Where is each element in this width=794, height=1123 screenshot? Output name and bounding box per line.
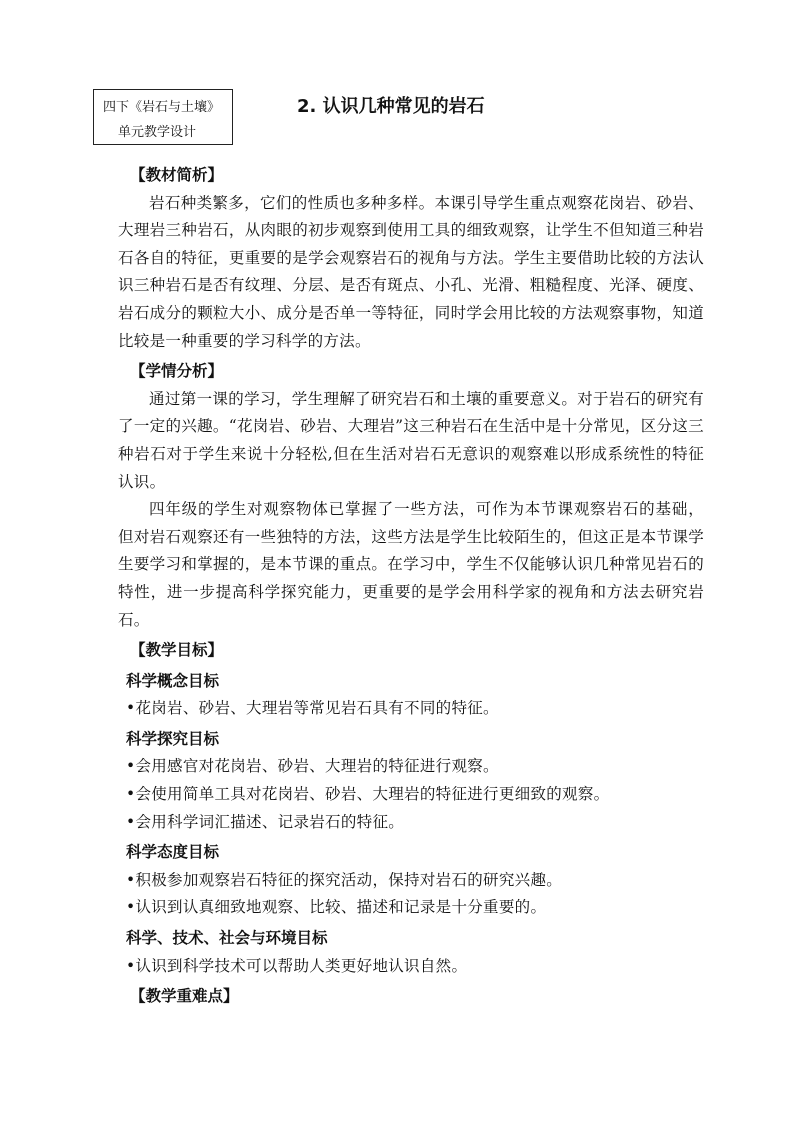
section-heading-analysis: 【教材简析】 bbox=[130, 166, 224, 184]
unit-label-line-1: 四下《岩石与土壤》 bbox=[103, 100, 221, 115]
unit-label-line-2: 单元教学设计 bbox=[118, 125, 197, 140]
objective-item: •认识到认真细致地观察、比较、描述和记录是十分重要的。 bbox=[126, 898, 547, 917]
objective-title-concept: 科学概念目标 bbox=[126, 671, 220, 690]
unit-label-box bbox=[93, 89, 233, 145]
section-heading-key-points: 【教学重难点】 bbox=[130, 987, 239, 1006]
objective-title-attitude: 科学态度目标 bbox=[126, 843, 220, 862]
document-body bbox=[118, 162, 704, 1011]
objective-item: •会使用简单工具对花岗岩、砂岩、大理岩的特征进行更细致的观察。 bbox=[126, 785, 610, 804]
objective-item: •认识到科学技术可以帮助人类更好地认识自然。 bbox=[126, 956, 468, 975]
objective-item: •会用感官对花岗岩、砂岩、大理岩的特征进行观察。 bbox=[126, 757, 499, 776]
objective-title-sts: 科学、技术、社会与环境目标 bbox=[126, 929, 328, 948]
page-title: 2. 认识几种常见的岩石 bbox=[297, 96, 485, 117]
learners-paragraph-2: 四年级的学生对观察物体已掌握了一些方法，可作为本节课观察岩石的基础， 但对岩石观察还有一些独特的方法，这些方法是学生比较陌生的，但这正是本节课学生要学习和掌握的，是本节课的重点。在学习中，学生不仅能够认识几种常见岩石的特性，进一步提高科学探究能力，更重要的是学会用科学家的视角和方法去研究岩石。 bbox=[118, 500, 704, 629]
objective-item: •花岗岩、砂岩、大理岩等常见岩石具有不同的特征。 bbox=[126, 699, 499, 718]
objective-item: •会用科学词汇描述、记录岩石的特征。 bbox=[126, 812, 405, 831]
section-heading-objectives: 【教学目标】 bbox=[130, 641, 224, 660]
analysis-paragraph: 岩石种类繁多，它们的性质也多种多样。本课引导学生重点观察花岗岩、砂岩、大理岩三种岩石，从肉眼的初步观察到使用工具的细致观察，让学生不但知道三种岩石各自的特征，更重要的是学会观察岩石的视角与方法。学生主要借助比较的方法认识三种岩石是否有纹理、分层、是否有斑点、小孔、光滑、粗糙程度、光泽、硬度、岩石成分的颗粒大小、成分是否单一等特征，同时学会用比较的方法观察事物，知道比较是一种重要的学习科学的方法。 bbox=[118, 193, 704, 350]
section-heading-learners: 【学情分析】 bbox=[130, 362, 224, 381]
objective-item: •积极参加观察岩石特征的探究活动，保持对岩石的研究兴趣。 bbox=[126, 870, 563, 889]
learners-paragraph-1: 通过第一课的学习，学生理解了研究岩石和土壤的重要意义。对于岩石的研究有了一定的兴趣。“花岗岩、砂岩、大理岩”这三种岩石在生活中是十分常见，区分这三种岩石对于学生来说十分轻松,但在生活对岩石无意识的观察难以形成系统性的特征认识。 bbox=[118, 389, 704, 491]
objective-title-inquiry: 科学探究目标 bbox=[126, 729, 220, 748]
